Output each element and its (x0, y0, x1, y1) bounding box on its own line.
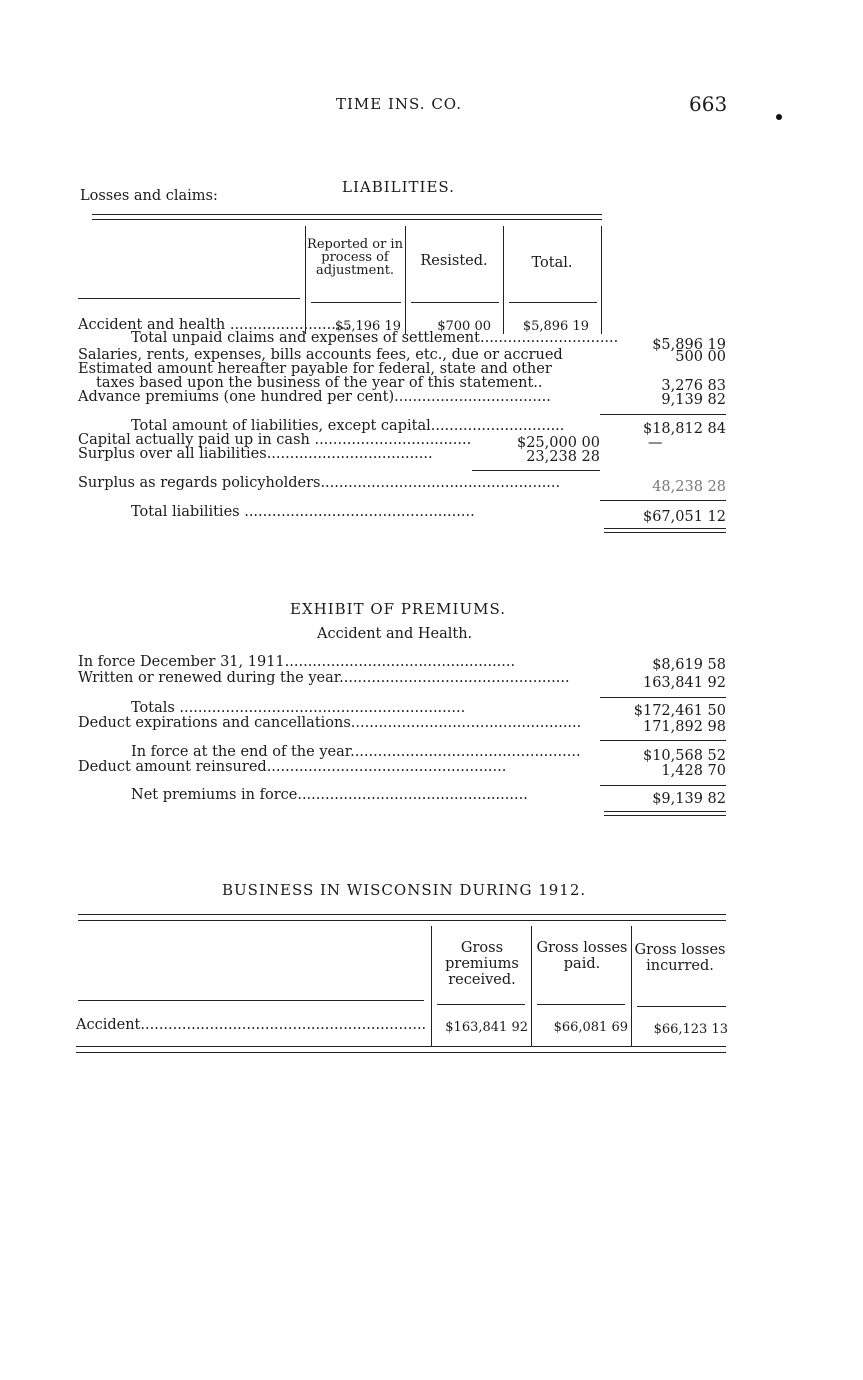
table-cell: $5,196 19 (334, 319, 401, 334)
sum-rule (600, 697, 726, 698)
line-label: In force at the end of the year.................................................. (131, 744, 581, 760)
line-amount: 163,841 92 (642, 675, 726, 691)
line-label: Surplus over all liabilities.................................... (78, 446, 433, 462)
column-header-premiums: Gross premiums received. (445, 940, 519, 988)
line-label: In force December 31, 1911.................................................. (78, 654, 516, 670)
dash-mark: — (648, 435, 663, 451)
ink-speck (776, 114, 782, 120)
header-rule (637, 1006, 726, 1007)
line-amount: $25,000 00 (516, 435, 600, 451)
line-label: taxes based upon the business of the year of this statement.. (96, 375, 543, 391)
column-divider (405, 226, 406, 334)
line-amount: 9,139 82 (661, 392, 726, 408)
line-amount: 171,892 98 (642, 719, 726, 735)
line-label: Deduct amount reinsured.................................................... (78, 759, 507, 775)
line-amount: 1,428 70 (661, 763, 726, 779)
premiums-heading: EXHIBIT OF PREMIUMS. (290, 600, 506, 618)
line-amount: 23,238 28 (526, 449, 600, 465)
line-amount: 500 00 (675, 349, 726, 365)
column-divider (601, 226, 602, 334)
losses-label: Losses and claims: (80, 188, 218, 204)
line-amount: $10,568 52 (642, 748, 726, 764)
column-divider (531, 926, 532, 1046)
column-divider (503, 226, 504, 334)
line-label: Total liabilities .................................................. (131, 504, 475, 520)
line-label: Totals .............................................................. (131, 700, 466, 716)
column-header-losses-incurred: Gross losses incurred. (634, 942, 726, 974)
line-label: Net premiums in force.................................................. (131, 787, 528, 803)
column-header-resisted: Resisted. (420, 253, 488, 269)
line-amount: $172,461 50 (633, 703, 726, 719)
table-top-rule (92, 214, 602, 215)
sum-rule (600, 500, 726, 501)
line-amount: 48,238 28 (652, 479, 726, 495)
header-rule (78, 1000, 424, 1001)
line-label: Surplus as regards policyholders.................................................... (78, 475, 561, 491)
header-rule (509, 302, 597, 303)
line-label: Advance premiums (one hundred per cent).................................. (78, 389, 551, 405)
line-amount: 3,276 83 (661, 378, 726, 394)
sum-rule (600, 740, 726, 741)
premiums-subheading: Accident and Health. (317, 626, 473, 642)
column-divider (431, 926, 432, 1046)
line-amount: $67,051 12 (642, 509, 726, 525)
line-label: Deduct expirations and cancellations.................................................. (78, 715, 582, 731)
sum-rule (472, 470, 600, 471)
table-cell: $5,896 19 (522, 319, 589, 334)
column-header-total: Total. (531, 255, 573, 271)
table-top-rule-2 (92, 219, 602, 220)
column-header-reported: Reported or in process of adjustment. (307, 237, 403, 278)
table-cell: $163,841 92 (445, 1020, 528, 1035)
line-amount: $9,139 82 (652, 791, 726, 807)
sum-rule (600, 785, 726, 786)
table-row-label: Accident and health .......................... (78, 317, 350, 333)
liabilities-heading: LIABILITIES. (342, 178, 455, 196)
line-label: Total amount of liabilities, except capital............................. (131, 418, 565, 434)
table-cell: $66,123 13 (653, 1022, 728, 1037)
header-rule (78, 298, 300, 299)
double-rule (604, 811, 726, 816)
header-rule (411, 302, 499, 303)
line-label: Total unpaid claims and expenses of settlement.............................. (131, 330, 619, 346)
table-bottom-rule (76, 1046, 726, 1053)
column-header-losses-paid: Gross losses paid. (536, 940, 628, 972)
header-rule (437, 1004, 525, 1005)
table-top-rule (78, 914, 726, 921)
wisconsin-heading: BUSINESS IN WISCONSIN DURING 1912. (222, 881, 587, 899)
table-cell: $66,081 69 (553, 1020, 628, 1035)
line-label: Salaries, rents, expenses, bills accounts fees, etc., due or accrued (78, 347, 563, 363)
header-rule (311, 302, 401, 303)
line-label: Estimated amount hereafter payable for federal, state and other (78, 361, 552, 377)
double-rule (604, 528, 726, 533)
running-title: TIME INS. CO. (336, 95, 462, 113)
column-divider (631, 926, 632, 1046)
line-label: Written or renewed during the year.................................................. (78, 670, 570, 686)
header-rule (537, 1004, 625, 1005)
table-cell: $700 00 (437, 319, 491, 334)
line-label: Capital actually paid up in cash .................................. (78, 432, 472, 448)
line-amount: $18,812 84 (642, 421, 726, 437)
page-number: 663 (689, 92, 728, 116)
table-row-label: Accident.............................................................. (76, 1017, 427, 1033)
line-amount: $8,619 58 (652, 657, 726, 673)
sum-rule (600, 414, 726, 415)
line-amount: $5,896 19 (652, 337, 726, 353)
